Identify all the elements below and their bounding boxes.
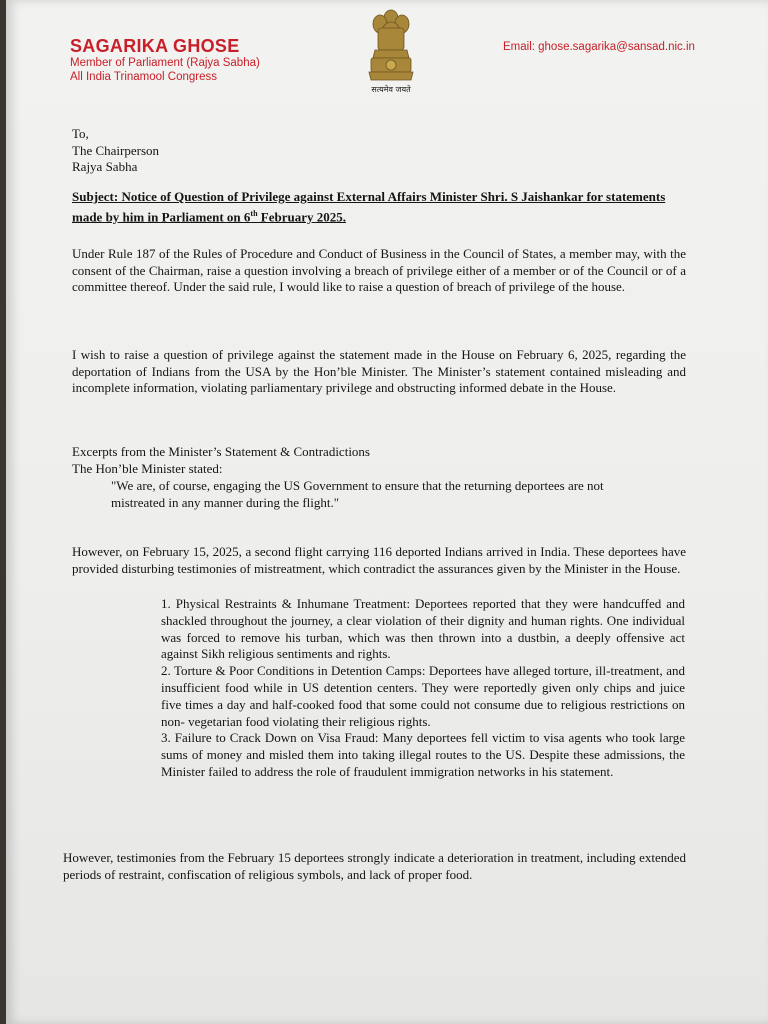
paragraph-conclusion: However, testimonies from the February 15 deportees strongly indicate a deterioration in treatment, including extended periods of restraint, confiscation of religious symbols, and lack of proper food.	[63, 850, 686, 882]
list-item: 3. Failure to Crack Down on Visa Fraud: Many deportees fell victim to visa agents who took large sums of money and misled them into taking illegal routes to the US. Despite these admissions, the Minister failed to address the role of fraudulent immigration networks in his statement.	[161, 730, 685, 779]
subject-line	[72, 189, 674, 225]
paragraph-privilege-statement: I wish to raise a question of privilege against the statement made in the House on February 6, 2025, regarding the deportation of Indians from the USA by the Hon’ble Minister. The Minister’s statement contained misleading and incomplete information, violating parliamentary privilege and obstructing informed debate in the House.	[72, 347, 686, 395]
subject-text-end: February 2025.	[257, 208, 346, 224]
sender-email: Email: ghose.sagarika@sansad.nic.in	[503, 41, 695, 53]
excerpt-intro: The Hon’ble Minister stated:	[72, 461, 223, 476]
recipient-address	[72, 126, 159, 176]
sender-party: All India Trinamool Congress	[70, 71, 218, 83]
paragraph-second-flight: However, on February 15, 2025, a second flight carrying 116 deported Indians arrived in India. These deportees have provided disturbing testimonies of mistreatment, which contradict the assurances given by the Minister in the House.	[72, 544, 686, 576]
sender-role: Member of Parliament (Rajya Sabha)	[70, 57, 260, 69]
list-item: 2. Torture & Poor Conditions in Detention Camps: Deportees have alleged torture, ill-treatment, and insufficient food while in US detention centers. They were reportedly given only chips and juice five times a day and half-cooked food that some could not consume due to religious restrictions on non- vegetarian food violating their religious rights.	[161, 663, 685, 729]
subject-superscript: th	[250, 208, 258, 218]
minister-quote: "We are, of course, engaging the US Government to ensure that the returning deportees are not mistreated in any manner during the flight."	[111, 478, 604, 510]
address-line: Rajya Sabha	[72, 159, 138, 174]
mistreatment-list	[161, 596, 685, 781]
address-line: To,	[72, 126, 89, 141]
letter-page	[6, 0, 768, 1024]
paragraph-rule-187: Under Rule 187 of the Rules of Procedure and Conduct of Business in the Council of States, a member may, with the consent of the Chairman, raise a question involving a breach of privilege either of a member or of the Council or of a committee thereof. Under the said rule, I would like to raise a question of breach of privilege of the house.	[72, 246, 686, 294]
excerpt-heading: Excerpts from the Minister’s Statement & Contradictions	[72, 444, 370, 459]
address-line: The Chairperson	[72, 142, 160, 158]
subject-text: Subject: Notice of Question of Privilege against External Affairs Minister Shri. S Jaishankar for statements made by him in Parliament on 6	[72, 189, 666, 224]
sender-name: SAGARIKA GHOSE	[70, 36, 240, 56]
emblem-motto: सत्यमेव जयते	[371, 85, 411, 94]
list-item: 1. Physical Restraints & Inhumane Treatment: Deportees reported that they were handcuffed and shackled throughout the journey, a clear violation of their dignity and human rights. One individual was forced to remove his turban, which was then thrown into a dustbin, a deeply offensive act against Sikh religious sentiments and rights.	[161, 596, 685, 662]
letterhead	[70, 36, 260, 84]
